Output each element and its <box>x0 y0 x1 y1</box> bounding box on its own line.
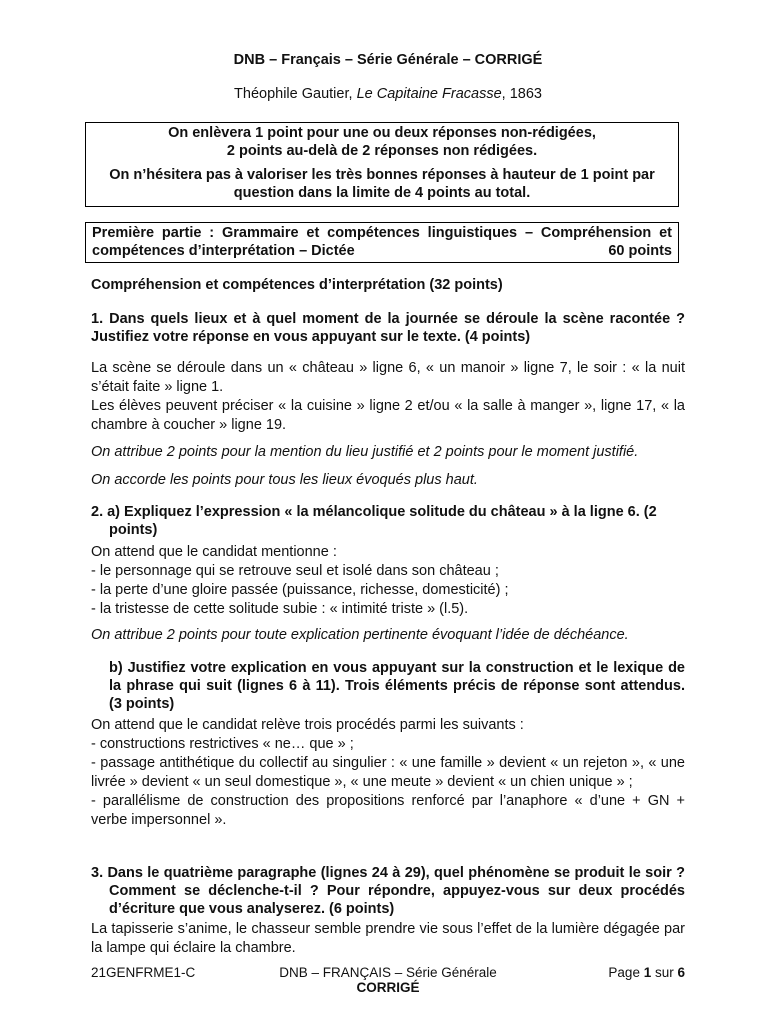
page-total: 6 <box>677 965 685 980</box>
page-current: 1 <box>643 965 652 980</box>
q2a-item-2: - la perte d’une gloire passée (puissance, richesse, domesticité) ; <box>91 582 509 598</box>
author-name: Théophile Gautier, <box>234 86 357 102</box>
q1-note-2: On accorde les points pour tous les lieux évoqués plus haut. <box>91 472 478 488</box>
q2b-intro: On attend que le candidat relève trois procédés parmi les suivants : <box>91 717 524 733</box>
page-number <box>608 965 685 980</box>
part-title: Première partie : Grammaire et compétences linguistiques – Compréhension et compétences d’interprétation – Dictée <box>92 225 672 259</box>
notice-line-1: On enlèvera 1 point pour une ou deux réponses non-rédigées, <box>168 125 596 141</box>
document-title: DNB – Français – Série Générale – CORRIGÉ <box>233 52 543 68</box>
q2a-answer <box>91 543 685 619</box>
work-title: Le Capitaine Fracasse <box>356 86 502 102</box>
work-year: , 1863 <box>501 86 542 102</box>
footer-center: DNB – FRANÇAIS – Série Générale <box>279 965 497 980</box>
question-2a: 2. a) Expliquez l’expression « la mélancolique solitude du château » à la ligne 6. (2 points) <box>91 504 657 538</box>
q1-answer-2: Les élèves peuvent préciser « la cuisine » ligne 2 et/ou « la salle à manger », ligne 17, « la chambre à coucher » ligne 19. <box>91 398 685 433</box>
q2b-item-2: - passage antithétique du collectif au singulier : « une famille » devient « un rejeton », « une livrée » devient « un seul domestique », « une meute » devient « un chien unique » ; <box>91 755 685 790</box>
notice-line-2: 2 points au-delà de 2 réponses non rédigées. <box>226 143 538 159</box>
q3-answer: La tapisserie s’anime, le chasseur semble prendre vie sous l’effet de la lumière dégagée par la lampe qui éclaire la chambre. <box>91 921 685 956</box>
question-2b: b) Justifiez votre explication en vous appuyant sur la construction et le lexique de la phrase qui suit (lignes 6 à 11). Trois éléments précis de réponse sont attendus. (3 points) <box>109 660 685 712</box>
q2b-item-3: - parallélisme de construction des propositions renforcé par l’anaphore « d’une + GN + verbe impersonnel ». <box>91 793 685 828</box>
document-subtitle <box>91 86 685 102</box>
q2a-intro: On attend que le candidat mentionne : <box>91 544 337 560</box>
question-3: 3. Dans le quatrième paragraphe (lignes 24 à 29), quel phénomène se produit le soir ? Comment se déclenche-t-il ? Pour répondre, appuyez-vous sur deux procédés d’écriture que vous analyserez. (6 points) <box>91 865 685 917</box>
q1-note-1: On attribue 2 points pour la mention du lieu justifié et 2 points pour le moment justifié. <box>91 444 639 460</box>
question-1: 1. Dans quels lieux et à quel moment de la journée se déroule la scène racontée ? Justifiez votre réponse en vous appuyant sur le texte. (4 points) <box>91 311 685 345</box>
grading-notice-box <box>85 122 679 207</box>
exam-code: 21GENFRME1-C <box>91 965 196 980</box>
part-points: 60 points <box>608 243 672 259</box>
footer-corrige: CORRIGÉ <box>356 980 420 995</box>
q2b-answer <box>91 716 685 830</box>
q1-answer <box>91 359 685 435</box>
notice-line-3: On n’hésitera pas à valoriser les très bonnes réponses à hauteur de 1 point par question dans la limite de 4 points au total. <box>109 167 655 201</box>
section-title: Compréhension et compétences d’interprétation (32 points) <box>91 277 503 293</box>
q2a-note: On attribue 2 points pour toute explication pertinente évoquant l’idée de déchéance. <box>91 627 629 643</box>
page-prefix: Page <box>608 965 644 980</box>
q1-answer-1: La scène se déroule dans un « château » ligne 6, « un manoir » ligne 7, le soir : « la nuit s’était faite » ligne 1. <box>91 360 685 395</box>
q2b-item-1: - constructions restrictives « ne… que » ; <box>91 736 354 752</box>
part-header-box <box>85 222 679 263</box>
q2a-item-3: - la tristesse de cette solitude subie : « intimité triste » (l.5). <box>91 601 469 617</box>
q2a-item-1: - le personnage qui se retrouve seul et isolé dans son château ; <box>91 563 499 579</box>
page-separator: sur <box>651 965 678 980</box>
